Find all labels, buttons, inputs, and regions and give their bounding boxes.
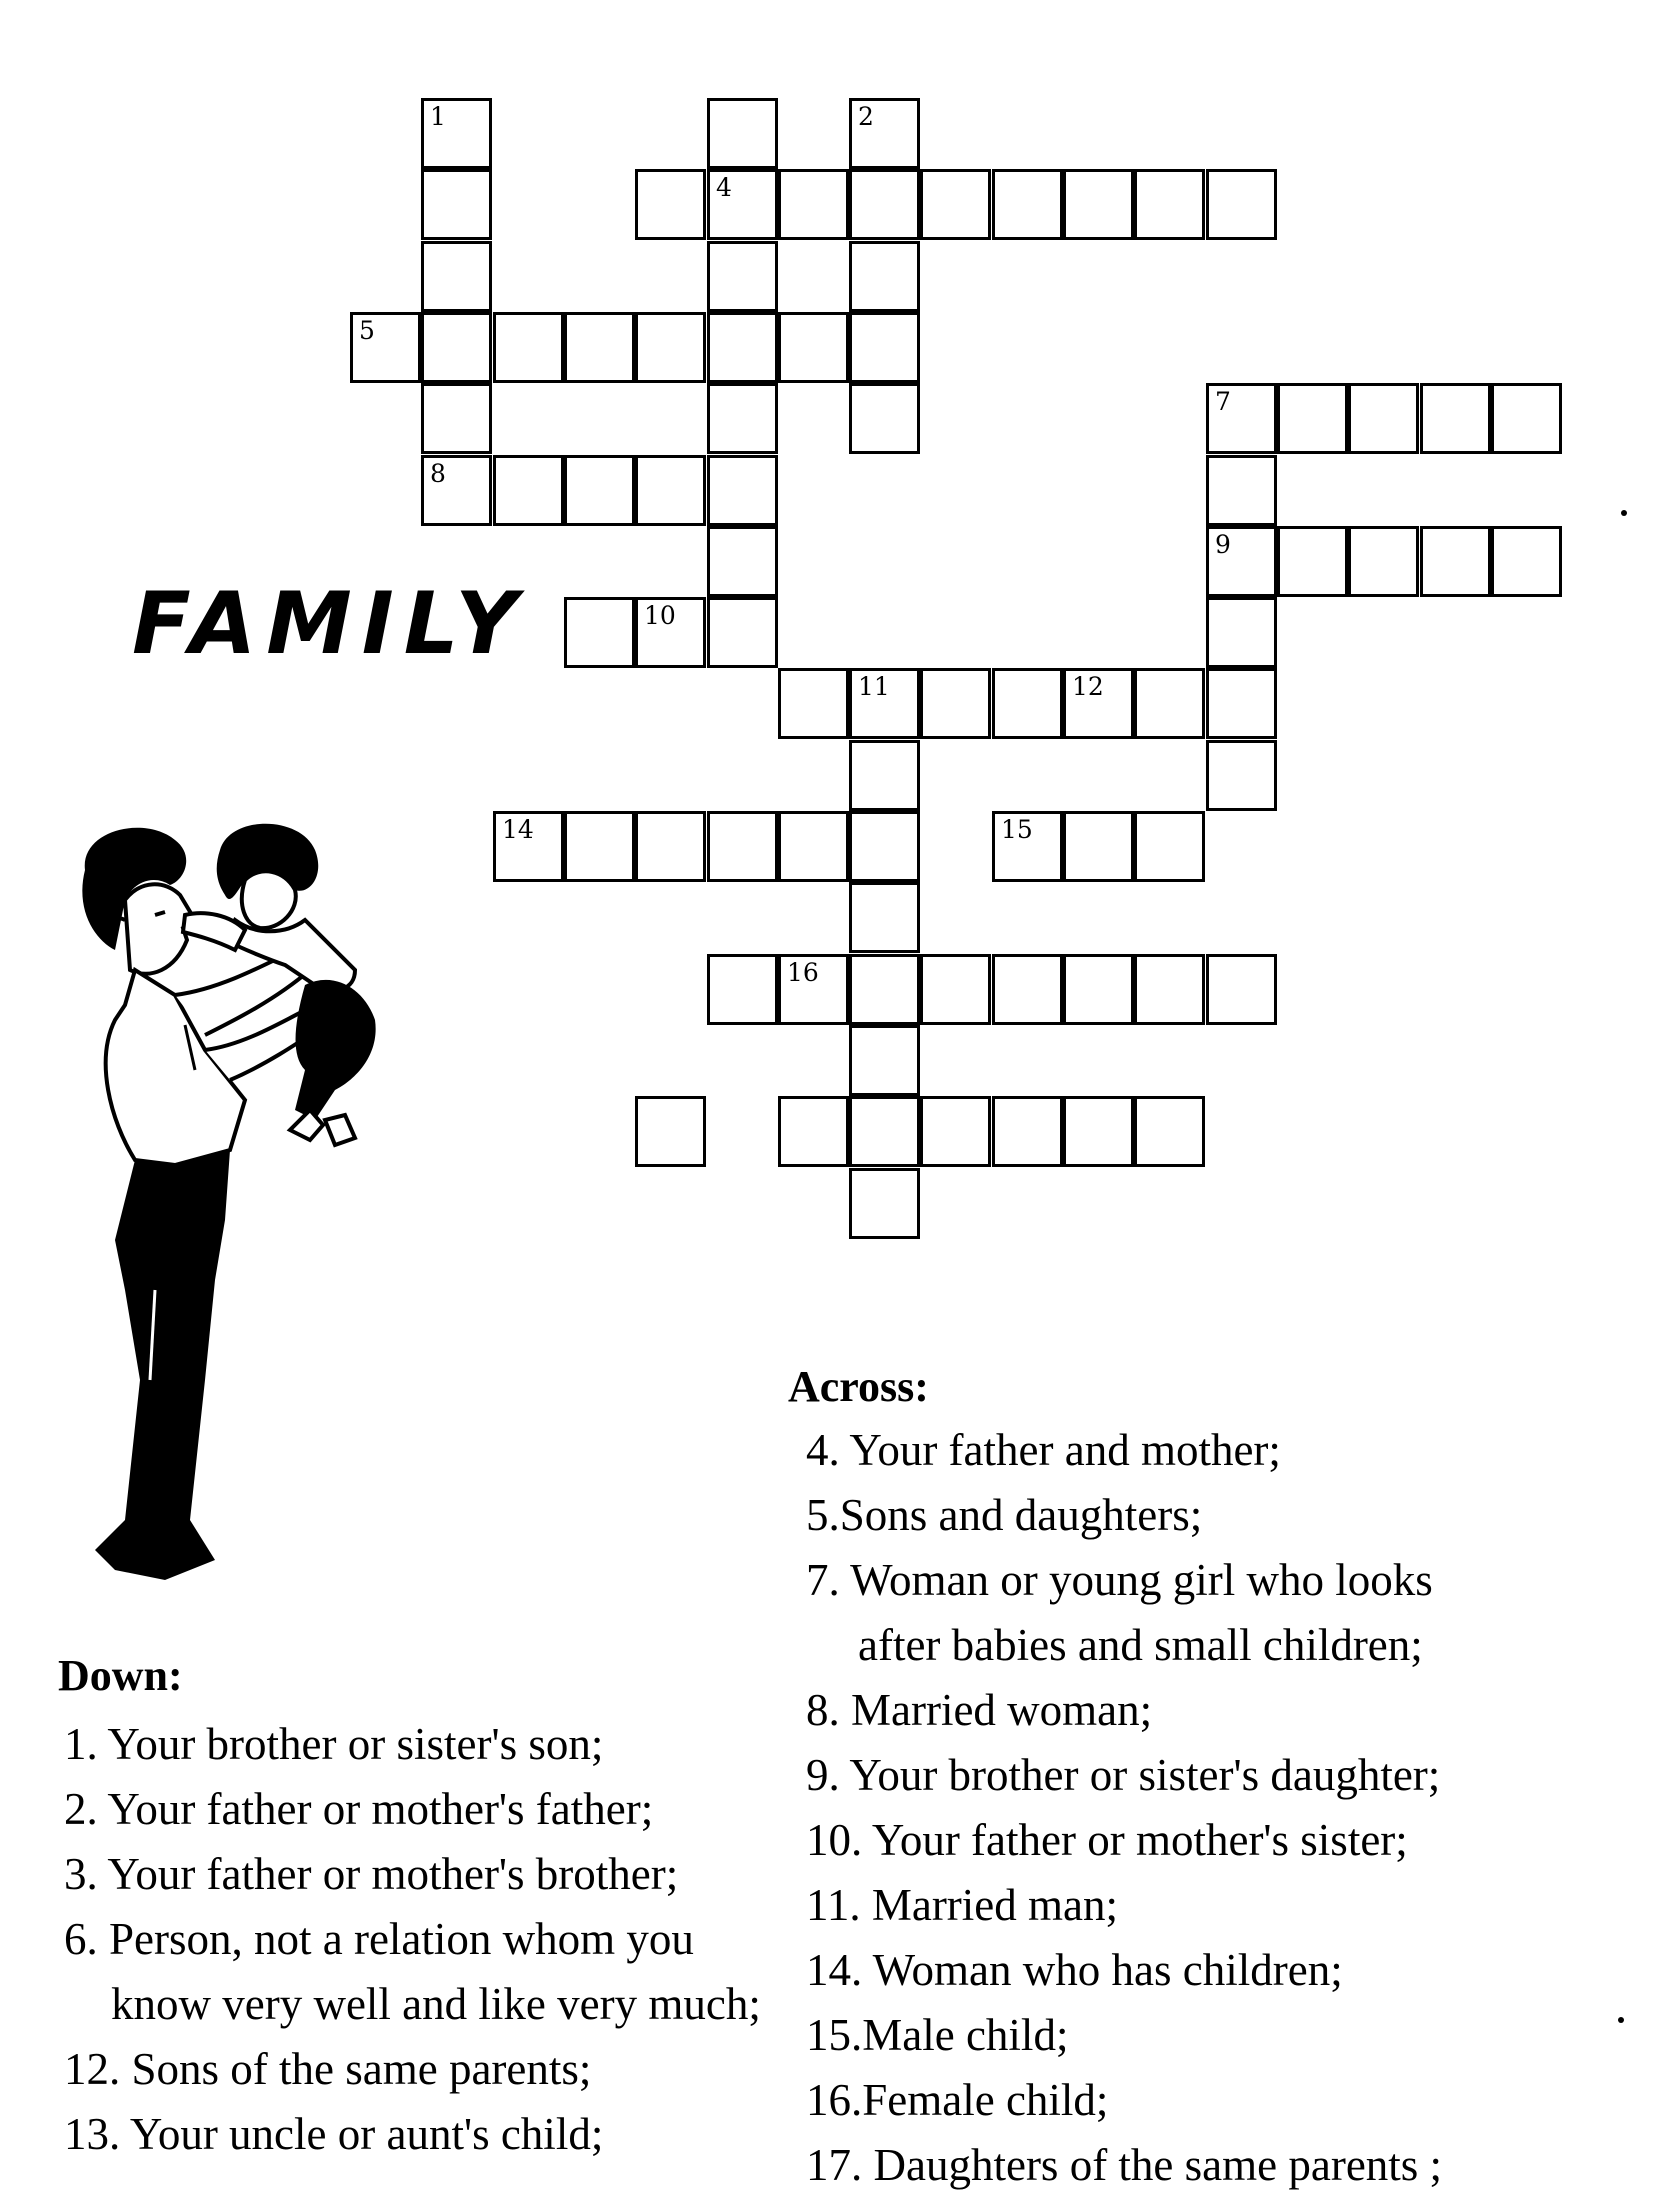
crossword-cell[interactable] bbox=[1206, 954, 1277, 1025]
crossword-cell[interactable] bbox=[493, 455, 564, 526]
crossword-cell[interactable] bbox=[992, 811, 1063, 882]
crossword-cell[interactable] bbox=[635, 169, 706, 240]
crossword-cell[interactable] bbox=[350, 312, 421, 383]
crossword-cell[interactable] bbox=[1206, 668, 1277, 739]
crossword-cell[interactable] bbox=[564, 455, 635, 526]
speck-mark bbox=[1621, 510, 1627, 516]
across-clue: 5.Sons and daughters; bbox=[806, 1490, 1203, 1540]
crossword-cell[interactable] bbox=[1420, 383, 1491, 454]
crossword-cell[interactable] bbox=[1134, 954, 1205, 1025]
crossword-cell[interactable] bbox=[1491, 383, 1562, 454]
crossword-cell[interactable] bbox=[778, 312, 849, 383]
crossword-cell[interactable] bbox=[1063, 811, 1134, 882]
down-clue: 3. Your father or mother's brother; bbox=[64, 1849, 679, 1899]
across-clue: 4. Your father and mother; bbox=[806, 1425, 1281, 1475]
down-clue-list bbox=[64, 1712, 761, 2167]
crossword-cell[interactable] bbox=[421, 312, 492, 383]
crossword-cell[interactable] bbox=[1134, 668, 1205, 739]
crossword-cell[interactable] bbox=[778, 1096, 849, 1167]
down-clue: 12. Sons of the same parents; bbox=[64, 2044, 592, 2094]
crossword-cell[interactable] bbox=[635, 811, 706, 882]
down-clue: 2. Your father or mother's father; bbox=[64, 1784, 654, 1834]
crossword-cell[interactable] bbox=[421, 383, 492, 454]
crossword-cell[interactable] bbox=[707, 98, 778, 169]
crossword-cell[interactable] bbox=[849, 169, 920, 240]
crossword-cell[interactable] bbox=[1063, 169, 1134, 240]
clue-number: 12 bbox=[1072, 672, 1104, 701]
crossword-cell[interactable] bbox=[849, 383, 920, 454]
crossword-cell[interactable] bbox=[707, 811, 778, 882]
across-clue: 16.Female child; bbox=[806, 2075, 1109, 2125]
crossword-cell[interactable] bbox=[1206, 740, 1277, 811]
crossword-cell[interactable] bbox=[421, 241, 492, 312]
crossword-cell[interactable] bbox=[920, 169, 991, 240]
puzzle-title: FAMILY bbox=[132, 574, 528, 674]
crossword-cell[interactable] bbox=[1206, 169, 1277, 240]
crossword-cell[interactable] bbox=[778, 811, 849, 882]
crossword-cell[interactable] bbox=[992, 169, 1063, 240]
crossword-cell[interactable] bbox=[1206, 526, 1277, 597]
crossword-cell[interactable] bbox=[707, 526, 778, 597]
crossword-cell[interactable] bbox=[564, 811, 635, 882]
crossword-cell[interactable] bbox=[707, 383, 778, 454]
crossword-cell[interactable] bbox=[421, 169, 492, 240]
crossword-cell[interactable] bbox=[920, 954, 991, 1025]
crossword-cell[interactable] bbox=[778, 954, 849, 1025]
clue-number: 11 bbox=[858, 672, 890, 701]
crossword-cell[interactable] bbox=[1491, 526, 1562, 597]
across-heading: Across: bbox=[788, 1362, 929, 1411]
crossword-cell[interactable] bbox=[707, 597, 778, 668]
crossword-cell[interactable] bbox=[992, 954, 1063, 1025]
across-clue: 8. Married woman; bbox=[806, 1685, 1153, 1735]
crossword-cell[interactable] bbox=[849, 811, 920, 882]
crossword-cell[interactable] bbox=[635, 312, 706, 383]
across-clue: 9. Your brother or sister's daughter; bbox=[806, 1750, 1441, 1800]
crossword-cell[interactable] bbox=[1206, 455, 1277, 526]
clue-number: 9 bbox=[1215, 530, 1231, 559]
crossword-cell[interactable] bbox=[564, 312, 635, 383]
across-clue: 14. Woman who has children; bbox=[806, 1945, 1343, 1995]
crossword-cell[interactable] bbox=[849, 98, 920, 169]
crossword-cell[interactable] bbox=[1134, 811, 1205, 882]
crossword-cell[interactable] bbox=[1277, 383, 1348, 454]
crossword-cell[interactable] bbox=[1134, 169, 1205, 240]
clue-number: 7 bbox=[1215, 387, 1231, 416]
clue-number: 2 bbox=[858, 102, 874, 131]
crossword-cell[interactable] bbox=[992, 1096, 1063, 1167]
crossword-cell[interactable] bbox=[849, 312, 920, 383]
crossword-cell[interactable] bbox=[778, 169, 849, 240]
speck-mark bbox=[1618, 2017, 1624, 2023]
crossword-cell[interactable] bbox=[707, 312, 778, 383]
clue-number: 15 bbox=[1001, 815, 1033, 844]
crossword-cell[interactable] bbox=[1134, 1096, 1205, 1167]
crossword-cell[interactable] bbox=[849, 882, 920, 953]
across-clue: 15.Male child; bbox=[806, 2010, 1069, 2060]
clue-number: 16 bbox=[787, 958, 819, 987]
crossword-cell[interactable] bbox=[421, 98, 492, 169]
crossword-cell[interactable] bbox=[1063, 1096, 1134, 1167]
crossword-cell[interactable] bbox=[849, 241, 920, 312]
crossword-cell[interactable] bbox=[1206, 383, 1277, 454]
across-clue-continuation: after babies and small children; bbox=[858, 1620, 1423, 1670]
down-clue: 6. Person, not a relation whom you bbox=[64, 1914, 694, 1964]
crossword-cell[interactable] bbox=[849, 1025, 920, 1096]
father-holding-daughter-illustration bbox=[55, 820, 505, 1600]
crossword-cell[interactable] bbox=[635, 1096, 706, 1167]
clue-number: 10 bbox=[644, 601, 676, 630]
down-clue-continuation: know very well and like very much; bbox=[111, 1979, 761, 2029]
crossword-cell[interactable] bbox=[778, 668, 849, 739]
crossword-cell[interactable] bbox=[992, 668, 1063, 739]
crossword-cell[interactable] bbox=[635, 455, 706, 526]
crossword-cell[interactable] bbox=[421, 455, 492, 526]
clue-number: 8 bbox=[430, 459, 446, 488]
across-clue: 10. Your father or mother's sister; bbox=[806, 1815, 1408, 1865]
crossword-cell[interactable] bbox=[1063, 668, 1134, 739]
across-clue: 17. Daughters of the same parents ; bbox=[806, 2140, 1443, 2190]
crossword-cell[interactable] bbox=[849, 954, 920, 1025]
crossword-cell[interactable] bbox=[920, 1096, 991, 1167]
crossword-cell[interactable] bbox=[707, 169, 778, 240]
crossword-cell[interactable] bbox=[1348, 383, 1419, 454]
crossword-cell[interactable] bbox=[1277, 526, 1348, 597]
crossword-cell[interactable] bbox=[493, 312, 564, 383]
crossword-cell[interactable] bbox=[849, 1096, 920, 1167]
crossword-cell[interactable] bbox=[849, 740, 920, 811]
crossword-cell[interactable] bbox=[635, 597, 706, 668]
crossword-cell[interactable] bbox=[564, 597, 635, 668]
crossword-cell[interactable] bbox=[1063, 954, 1134, 1025]
across-clue: 11. Married man; bbox=[806, 1880, 1118, 1930]
crossword-cell[interactable] bbox=[849, 1168, 920, 1239]
clue-number: 1 bbox=[430, 102, 446, 131]
crossword-cell[interactable] bbox=[1206, 597, 1277, 668]
crossword-cell[interactable] bbox=[849, 668, 920, 739]
across-clue-list bbox=[806, 1418, 1442, 2198]
crossword-cell[interactable] bbox=[707, 455, 778, 526]
crossword-cell[interactable] bbox=[707, 241, 778, 312]
clue-number: 4 bbox=[716, 173, 732, 202]
clue-number: 5 bbox=[359, 316, 375, 345]
clue-number: 14 bbox=[502, 815, 534, 844]
crossword-cell[interactable] bbox=[920, 668, 991, 739]
down-clue: 13. Your uncle or aunt's child; bbox=[64, 2109, 604, 2159]
crossword-cell[interactable] bbox=[1420, 526, 1491, 597]
across-clue: 7. Woman or young girl who looks bbox=[806, 1555, 1433, 1605]
down-heading: Down: bbox=[58, 1651, 183, 1700]
crossword-cell[interactable] bbox=[1348, 526, 1419, 597]
down-clue: 1. Your brother or sister's son; bbox=[64, 1719, 604, 1769]
crossword-cell[interactable] bbox=[707, 954, 778, 1025]
